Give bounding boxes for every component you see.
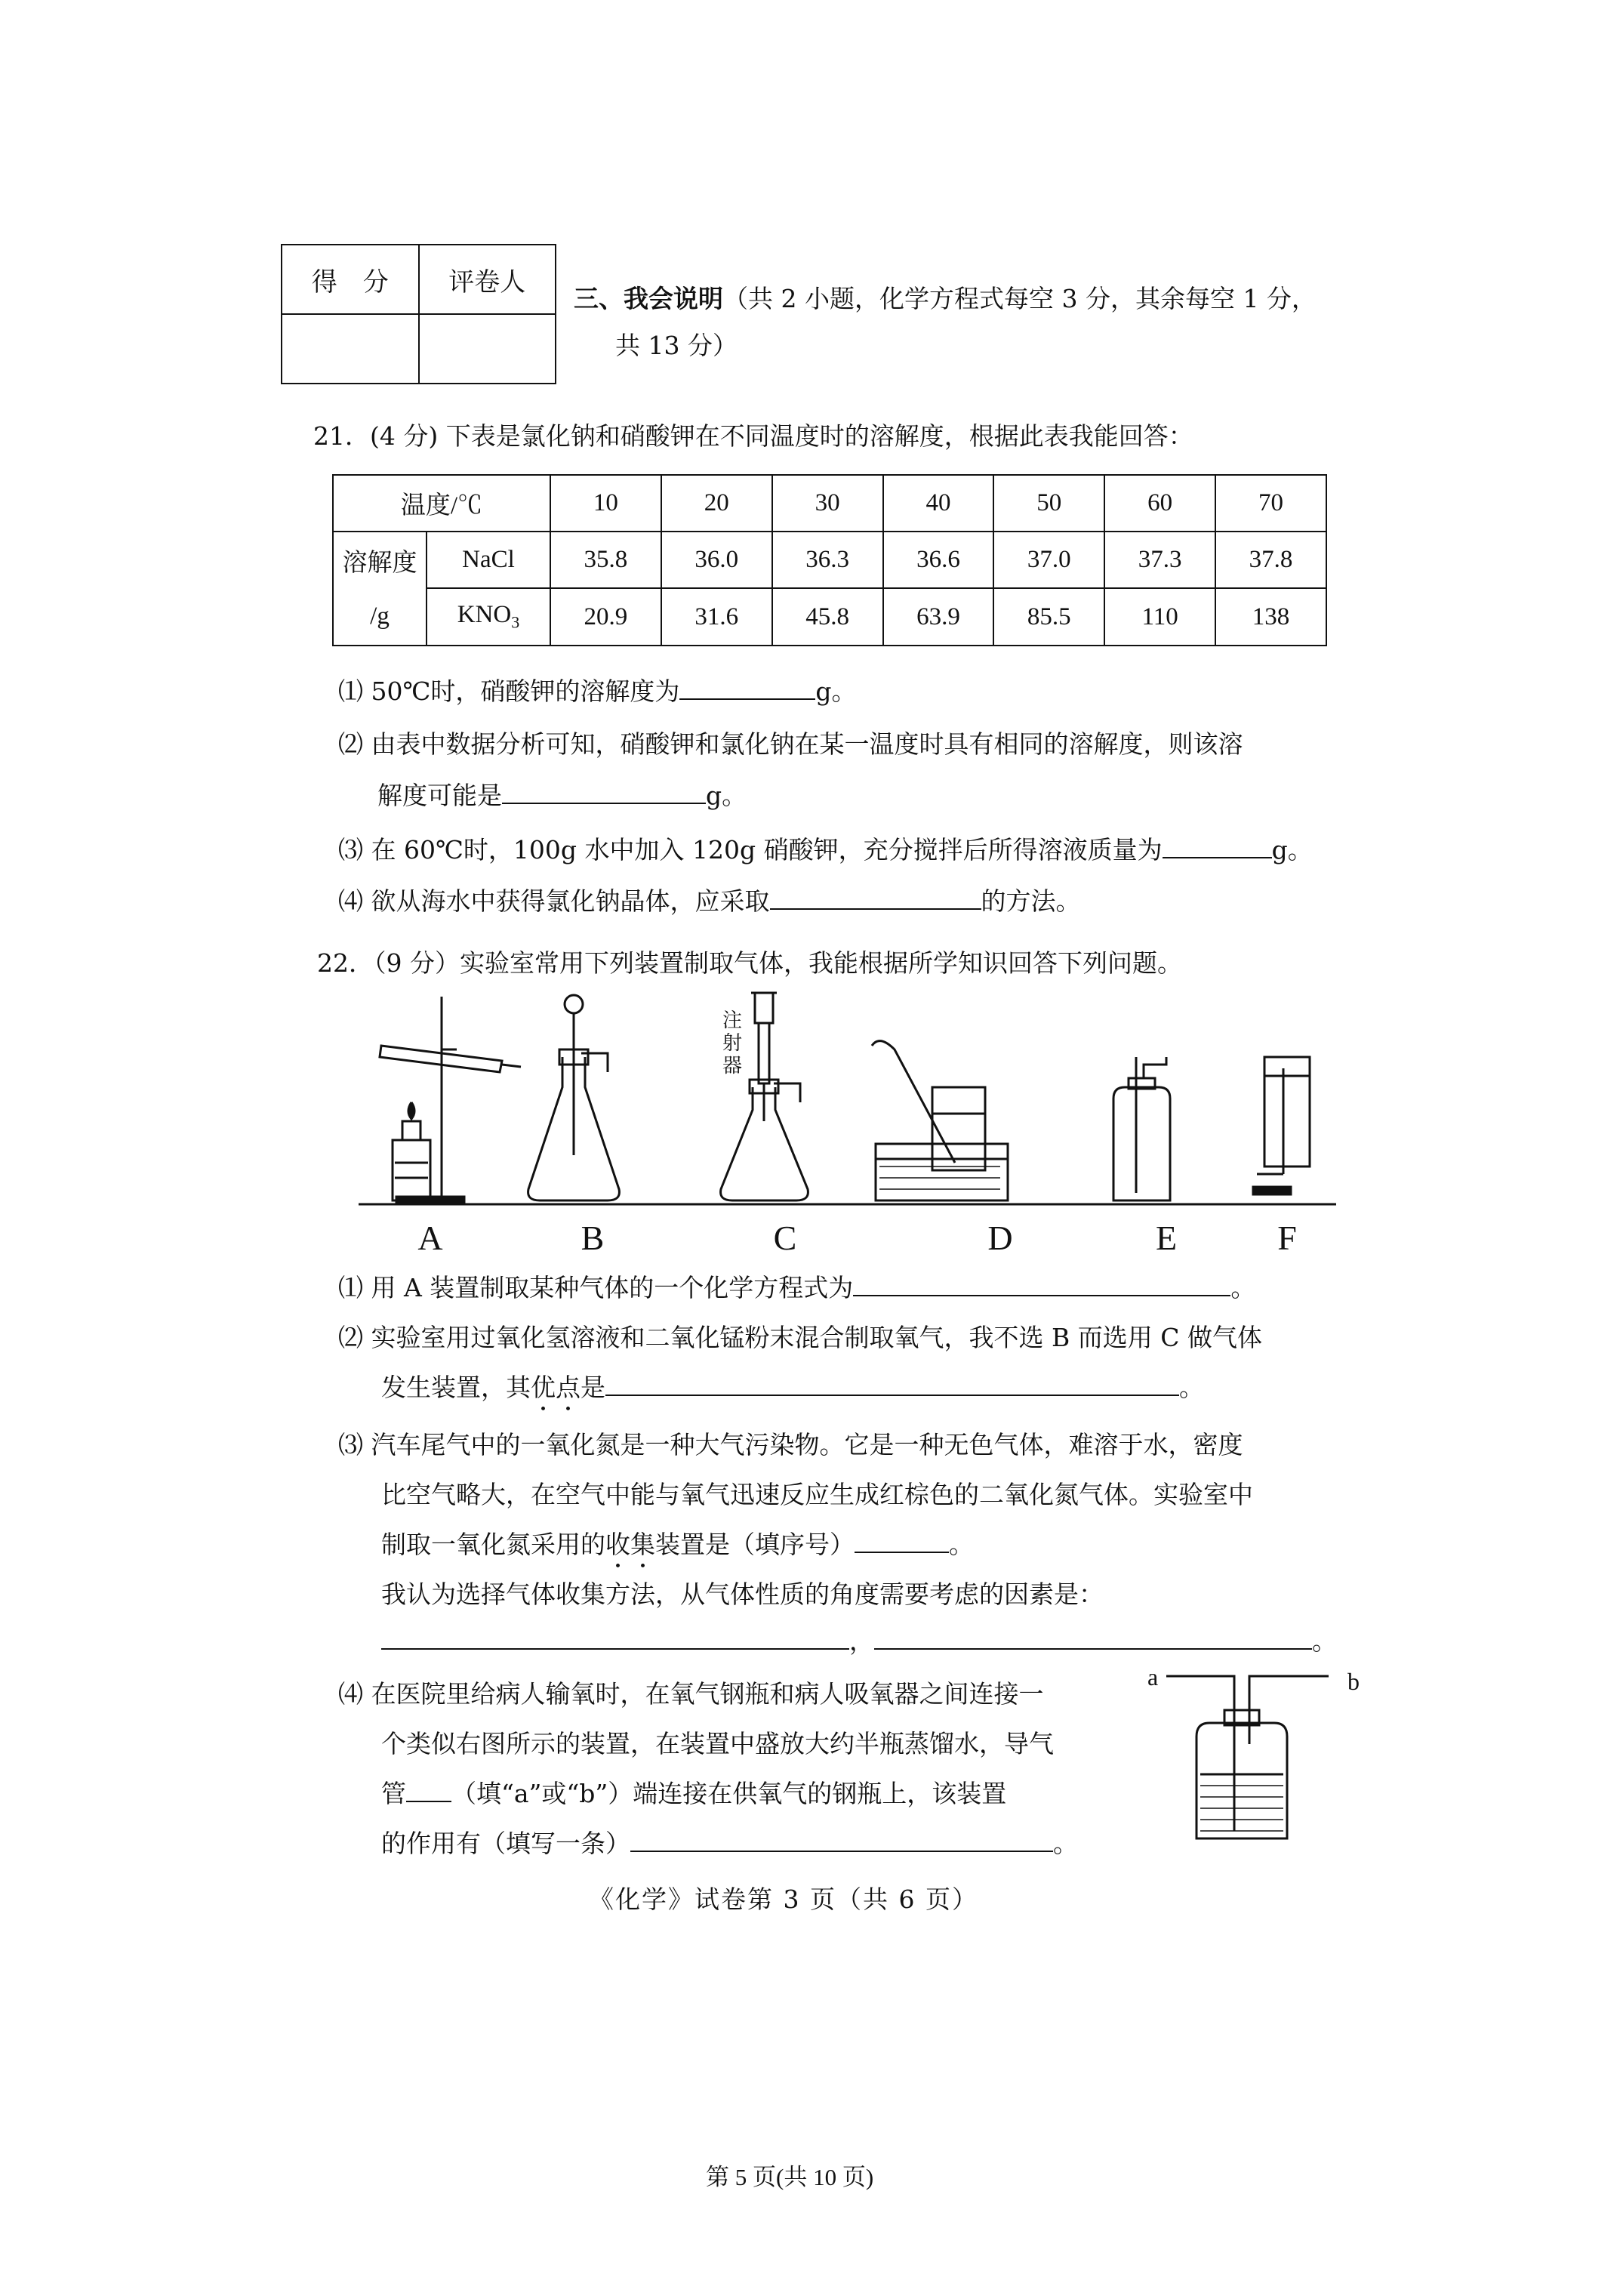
q22-s3-line5: ， 。 <box>381 1622 1337 1657</box>
q22-s4-line1: ⑷ 在医院里给病人输氧时，在氧气钢瓶和病人吸氧器之间连接一 <box>338 1679 1044 1709</box>
label-e: E <box>1155 1219 1178 1257</box>
label-d: D <box>987 1219 1013 1257</box>
nacl-cell: 36.0 <box>661 532 772 588</box>
nacl-cell: 36.3 <box>772 532 883 588</box>
page-footer: 第 5 页(共 10 页) <box>706 2164 874 2190</box>
apparatus-a <box>380 997 521 1204</box>
score-cell[interactable] <box>282 314 419 384</box>
temp-cell: 10 <box>550 475 661 532</box>
kno3-cell: 110 <box>1104 588 1215 646</box>
row-label-bottom: /g <box>333 588 427 646</box>
apparatus-e <box>1113 1057 1170 1200</box>
q21-s1: ⑴ 50℃时，硝酸钾的溶解度为 g。 <box>338 676 857 706</box>
answer-blank[interactable] <box>630 1828 1053 1852</box>
syringe-label-1: 注 <box>722 1009 743 1031</box>
kno3-cell: 20.9 <box>550 588 661 646</box>
apparatus-b <box>528 995 620 1200</box>
label-a: A <box>417 1219 443 1257</box>
q21-s2-line1: ⑵ 由表中数据分析可知，硝酸钾和氯化钠在某一温度时具有相同的溶解度，则该溶 <box>338 729 1243 759</box>
answer-blank[interactable] <box>1163 834 1272 858</box>
temp-cell: 50 <box>993 475 1104 532</box>
syringe-label-2: 射 <box>722 1032 743 1054</box>
score-box <box>281 244 556 384</box>
score-label: 得 分 <box>282 245 419 314</box>
kno3-cell: 31.6 <box>661 588 772 646</box>
answer-blank[interactable] <box>381 1626 849 1650</box>
kno3-cell: 63.9 <box>883 588 994 646</box>
grader-cell[interactable] <box>419 314 556 384</box>
answer-blank[interactable] <box>855 1529 949 1553</box>
section-desc-2: 共 13 分） <box>615 331 738 360</box>
kno3-cell: 45.8 <box>772 588 883 646</box>
answer-blank[interactable] <box>679 676 815 700</box>
temp-header: 温度/℃ <box>333 475 550 532</box>
apparatus-diagram <box>351 989 1385 1268</box>
temp-cell: 20 <box>661 475 772 532</box>
section-heading <box>574 279 1317 315</box>
label-b: B <box>581 1219 605 1257</box>
temp-cell: 70 <box>1215 475 1326 532</box>
q22-s3-line1: ⑶ 汽车尾气中的一氧化氮是一种大气污染物。它是一种无色气体，难溶于水，密度 <box>338 1430 1243 1459</box>
gas-washing-bottle <box>1140 1653 1374 1850</box>
q22-s3-line4: 我认为选择气体收集方法，从气体性质的角度需要考虑的因素是： <box>381 1579 1104 1609</box>
answer-blank[interactable] <box>605 1372 1179 1396</box>
q21-intro: 21．(4 分) 下表是氯化钠和硝酸钾在不同温度时的溶解度，根据此表我能回答： <box>313 421 1193 451</box>
section-desc: （共 2 小题，化学方程式每空 3 分，其余每空 1 分， <box>723 284 1317 313</box>
apparatus-f <box>1253 1057 1310 1194</box>
answer-blank[interactable] <box>853 1272 1230 1296</box>
answer-blank[interactable] <box>874 1626 1312 1650</box>
q21-s4: ⑷ 欲从海水中获得氯化钠晶体，应采取 的方法。 <box>338 886 1081 916</box>
q22-s4-line3: 管 （填“a”或“b”）端连接在供氧气的钢瓶上，该装置 <box>381 1779 1007 1808</box>
q22-s1: ⑴ 用 A 装置制取某种气体的一个化学方程式为 。 <box>338 1273 1256 1302</box>
section-title: 三、我会说明 <box>574 284 723 313</box>
row-label-top: 溶解度 <box>333 532 427 588</box>
nacl-cell: 37.8 <box>1215 532 1326 588</box>
nacl-cell: 36.6 <box>883 532 994 588</box>
label-f: F <box>1277 1219 1297 1257</box>
q22-intro: 22．（9 分）实验室常用下列装置制取气体，我能根据所学知识回答下列问题。 <box>317 948 1182 978</box>
temp-cell: 40 <box>883 475 994 532</box>
temp-cell: 60 <box>1104 475 1215 532</box>
nacl-cell: 37.0 <box>993 532 1104 588</box>
q21-s2-line2: 解度可能是 g。 <box>377 781 747 810</box>
q22-s4-line2: 个类似右图所示的装置，在装置中盛放大约半瓶蒸馏水，导气 <box>381 1729 1054 1758</box>
q22-s2-line1: ⑵ 实验室用过氧化氢溶液和二氧化锰粉末混合制取氧气，我不选 B 而选用 C 做气体 <box>338 1323 1262 1352</box>
answer-blank[interactable] <box>406 1778 451 1802</box>
solubility-table <box>332 474 1327 646</box>
apparatus-d <box>872 1041 1008 1200</box>
q21-s3: ⑶ 在 60℃时，100g 水中加入 120g 硝酸钾，充分搅拌后所得溶液质量为 g。 <box>338 835 1313 864</box>
nacl-label: NaCl <box>427 532 550 588</box>
syringe-label-3: 器 <box>722 1055 743 1077</box>
nacl-cell: 37.3 <box>1104 532 1215 588</box>
answer-blank[interactable] <box>502 780 706 804</box>
port-a-label: a <box>1147 1663 1159 1690</box>
q22-s2-line2: 发生装置，其优点是 。 <box>381 1373 1204 1402</box>
answer-blank[interactable] <box>770 886 981 910</box>
nacl-cell: 35.8 <box>550 532 661 588</box>
temp-cell: 30 <box>772 475 883 532</box>
kno3-label: $KNO_3$ <box>427 588 550 646</box>
kno3-cell: 85.5 <box>993 588 1104 646</box>
port-b-label: b <box>1347 1668 1360 1695</box>
q22-s3-line3: 制取一氧化氮采用的收集装置是（填序号） 。 <box>381 1530 974 1559</box>
q22-s4-line4: 的作用有（填写一条） 。 <box>381 1829 1078 1858</box>
grader-label: 评卷人 <box>419 245 556 314</box>
q22-s3-line2: 比空气略大，在空气中能与氧气迅速反应生成红棕色的二氧化氮气体。实验室中 <box>381 1480 1253 1509</box>
exam-footer: 《化学》试卷第 3 页（共 6 页） <box>589 1885 978 1914</box>
label-c: C <box>773 1219 797 1257</box>
kno3-cell: 138 <box>1215 588 1326 646</box>
